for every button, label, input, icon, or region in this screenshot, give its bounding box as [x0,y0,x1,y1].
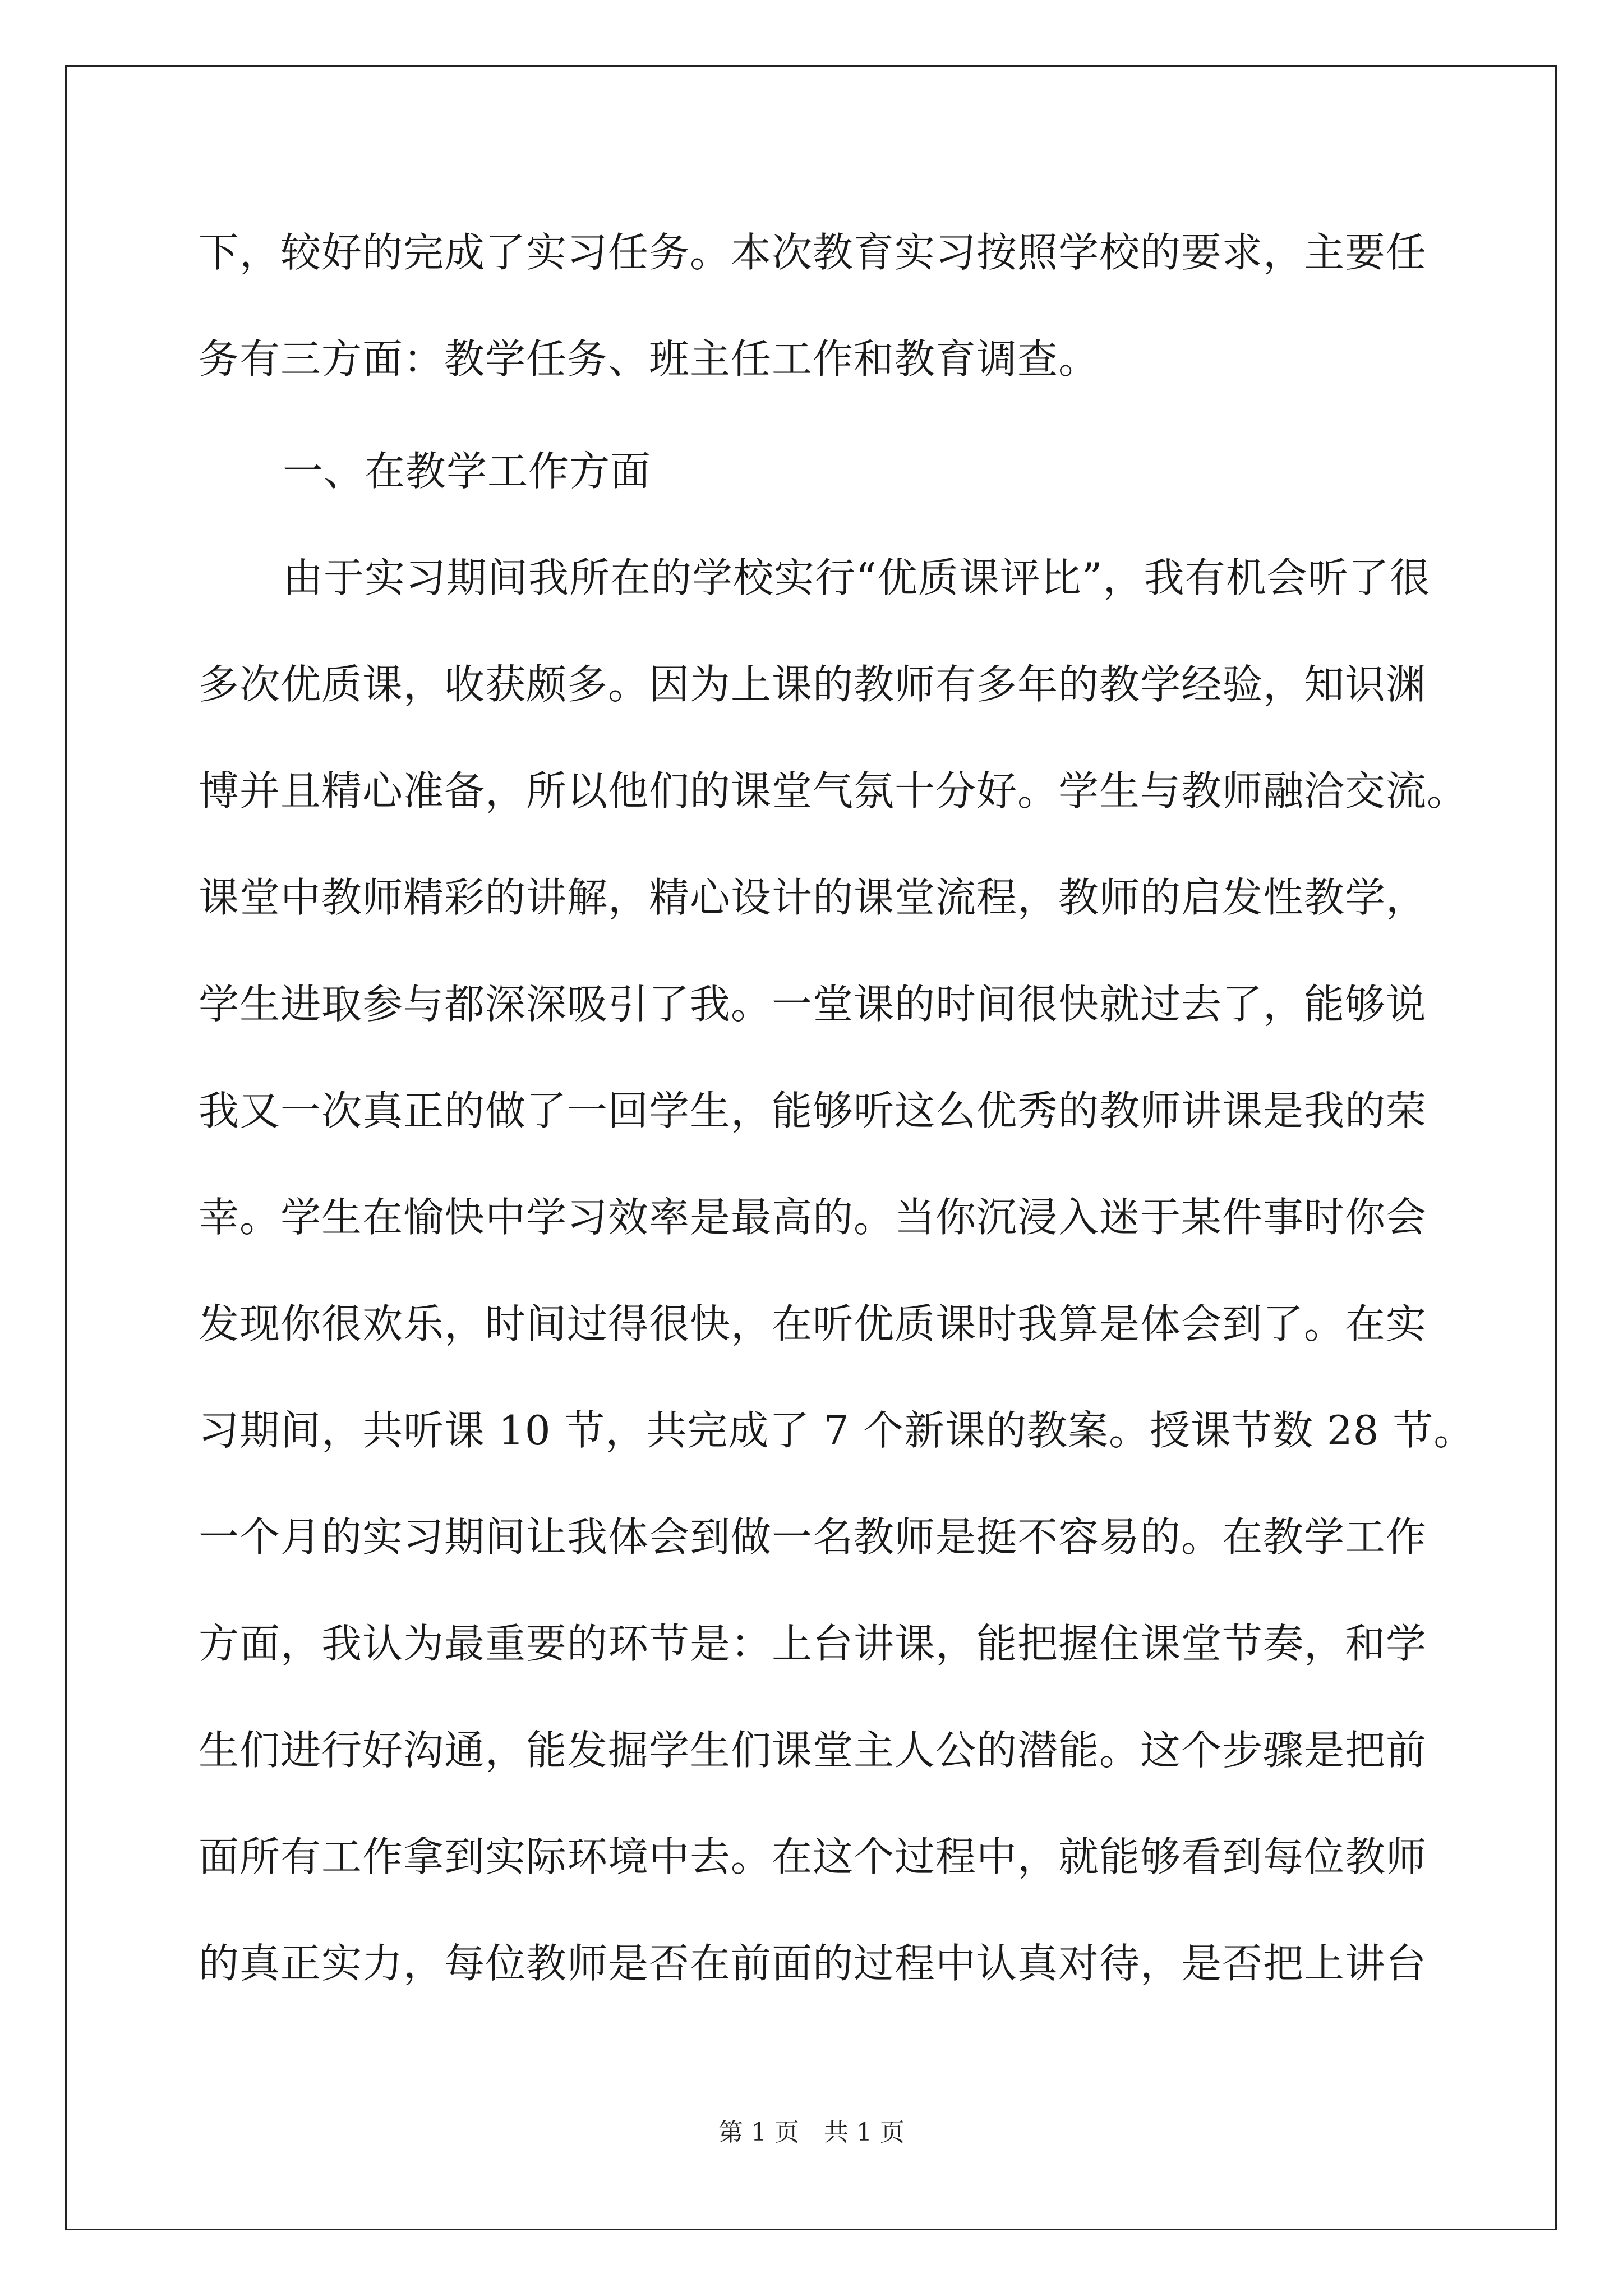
text-line: 生们进行好沟通，能发掘学生们课堂主人公的潜能。这个步骤是把前 [199,1727,1427,1774]
text-line: 博并且精心准备，所以他们的课堂气氛十分好。学生与教师融洽交流。 [199,767,1468,815]
paragraph-first-line: 由于实习期间我所在的学校实行“优质课评比”，我有机会听了很 [283,554,1431,601]
text-line: 的真正实力，每位教师是否在前面的过程中认真对待，是否把上讲台 [199,1940,1427,1987]
text-line: 务有三方面：教学任务、班主任工作和教育调查。 [199,335,1100,383]
text-line: 课堂中教师精彩的讲解，精心设计的课堂流程，教师的启发性教学， [199,874,1427,921]
text-line: 一个月的实习期间让我体会到做一名教师是挺不容易的。在教学工作 [199,1513,1427,1561]
text-line: 面所有工作拿到实际环境中去。在这个过程中，就能够看到每位教师 [199,1833,1427,1880]
text-line: 发现你很欢乐，时间过得很快，在听优质课时我算是体会到了。在实 [199,1300,1427,1347]
section-heading: 一、在教学工作方面 [283,448,652,495]
text-line: 习期间，共听课 10 节，共完成了 7 个新课的教案。授课节数 28 节。 [199,1407,1475,1454]
page-footer: 第 1 页 共 1 页 [718,2118,905,2147]
text-line: 下，较好的完成了实习任务。本次教育实习按照学校的要求，主要任 [199,229,1427,276]
text-line: 方面，我认为最重要的环节是：上台讲课，能把握住课堂节奏，和学 [199,1620,1427,1667]
text-line: 幸。学生在愉快中学习效率是最高的。当你沉浸入迷于某件事时你会 [199,1194,1427,1241]
text-line: 多次优质课，收获颇多。因为上课的教师有多年的教学经验，知识渊 [199,661,1427,708]
text-line: 学生进取参与都深深吸引了我。一堂课的时间很快就过去了，能够说 [199,981,1427,1028]
text-line: 我又一次真正的做了一回学生，能够听这么优秀的教师讲课是我的荣 [199,1087,1427,1134]
